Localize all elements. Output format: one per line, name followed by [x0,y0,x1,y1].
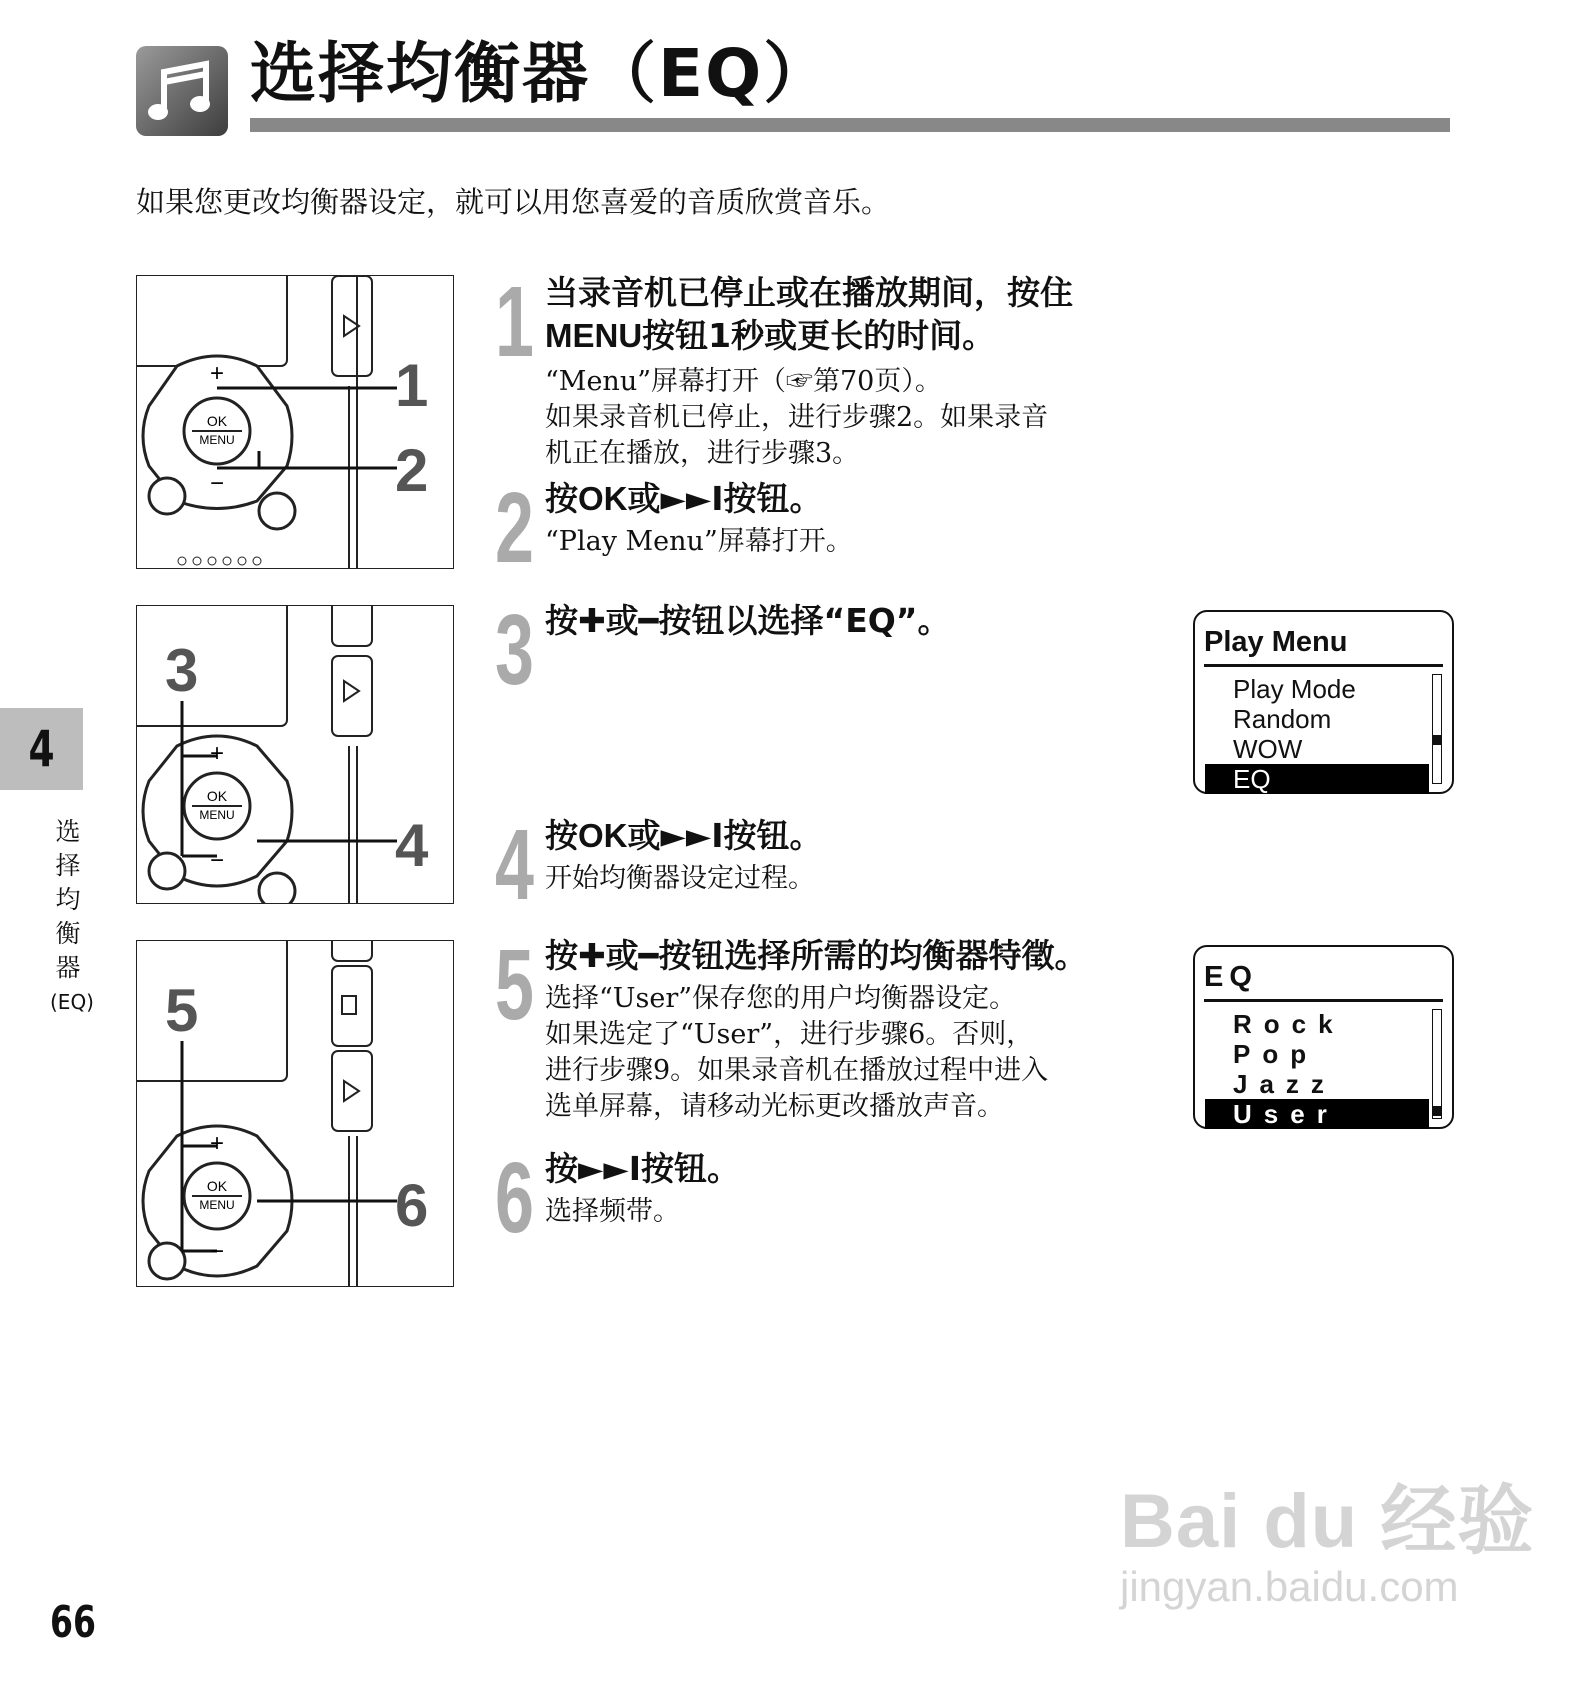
lcd-scroll-thumb [1433,735,1441,745]
figure-1-callout-2: 2 [395,437,429,504]
step-body [545,981,1048,1125]
step-title-text: 按钮。 [723,816,823,855]
step-body [545,364,1048,472]
step-title-text: 按 [545,816,578,855]
step-title-text: 按钮。 [641,1149,741,1188]
lcd-item: Pop [1233,1039,1319,1069]
step-body [545,524,853,560]
step-number: 6 [495,1142,534,1254]
step-title [545,1148,740,1191]
intro-text: 如果您更改均衡器设定，就可以用您喜爱的音质欣赏音乐。 [136,185,891,219]
step-body-line: 如果录音机已停止，进行步骤2。如果录音 [545,402,1049,433]
figure-3-plus-label: + [209,1130,225,1157]
ok-key-label: OK [578,817,628,854]
figure-1-plus-label: + [209,360,225,387]
lcd-item: Play Mode [1233,674,1356,704]
lcd-title: Play Menu [1204,626,1348,658]
lcd-item: WOW [1233,734,1303,764]
step-body-line: “Menu”屏幕打开（☞第70页）。 [545,366,942,397]
device-figure-1 [136,275,454,569]
figure-2-menu-label: MENU [199,808,235,822]
lcd-item-selected: User [1205,1099,1429,1129]
title-rule [250,118,1450,132]
step-number: 2 [495,472,534,584]
chapter-label-char: 器 [55,953,81,982]
figure-2-plus-label: + [209,740,225,767]
step-body-line: 如果选定了“User”，进行步骤6。否则， [545,1019,1034,1050]
lcd-item: Rock [1233,1009,1345,1039]
step-body-line: 选择频带。 [545,1196,680,1227]
device-figure-3 [136,940,454,1287]
step-body [545,861,815,897]
step-title-text: 按 [545,1149,578,1188]
figure-3-callout-6: 6 [395,1172,429,1239]
step-body-line: 选择“User”保存您的用户均衡器设定。 [545,983,1017,1014]
next-key-label: ►►I [660,816,724,855]
step-number: 4 [495,809,534,921]
next-key-label: ►►I [660,479,724,518]
lcd-scrollbar [1432,674,1442,784]
chapter-tab [0,708,83,790]
figure-2-ok-label: OK [206,788,228,804]
lcd-item-selected: EQ [1205,764,1429,794]
figure-1-menu-label: MENU [199,433,235,447]
step-title: 按✚或━按钮选择所需的均衡器特徵。 [545,936,1088,975]
lcd-scrollbar [1432,1009,1442,1119]
device-figure-2 [136,605,454,904]
step-number: 1 [495,266,534,378]
page-number: 66 [50,1597,96,1648]
menu-key-label: MENU [545,316,643,354]
lcd-rule [1204,664,1443,667]
chapter-label-char: 择 [55,851,81,880]
figure-2-minus-label: − [209,847,225,874]
chapter-label-char: 衡 [55,919,81,948]
figure-1-callout-1: 1 [395,352,429,419]
step-title [545,478,823,521]
lcd-scroll-thumb [1433,1106,1441,1116]
step-title-text: 按 [545,479,578,518]
ok-key-label: OK [578,480,628,517]
step-title: 按✚或━按钮以选择“EQ”。 [545,601,951,640]
step-title-text: 按钮。 [723,479,823,518]
step-title-text: 或 [627,816,661,855]
figure-3-minus-label: − [209,1238,225,1265]
step-body [545,1194,680,1230]
watermark-url: jingyan.baidu.com [1120,1563,1459,1610]
lcd-eq [1193,945,1454,1129]
next-key-label: ►►I [578,1149,642,1188]
step-title [545,815,823,858]
watermark-brand: Bai du 经验 [1120,1479,1535,1564]
figure-3-menu-label: MENU [199,1198,235,1212]
chapter-number: 4 [28,720,55,778]
chapter-label-char: 选 [55,817,81,846]
step-number: 3 [495,594,534,706]
figure-3-ok-label: OK [206,1178,228,1194]
step-body-line: 进行步骤9。如果录音机在播放过程中进入 [545,1055,1049,1086]
figure-2-callout-4: 4 [395,812,429,879]
step-body-line: “Play Menu”屏幕打开。 [545,526,853,557]
step-title-text: 或 [627,479,661,518]
chapter-label-char: 均 [55,885,81,914]
music-note-icon [136,46,228,136]
step-title [545,272,1073,358]
step-title-text: 按钮1秒或更长的时间。 [642,315,996,355]
figure-2-callout-3: 3 [165,637,199,704]
watermark [1120,1460,1534,1611]
step-title-line [545,315,1073,358]
step-number: 5 [495,929,534,1041]
step-body-line: 选单屏幕，请移动光标更改播放声音。 [545,1091,1004,1122]
page-title: 选择均衡器（EQ） [250,35,832,112]
chapter-label [50,815,94,1019]
lcd-item: Jazz [1233,1069,1336,1099]
figure-3-callout-5: 5 [165,977,199,1044]
chapter-label-char: (EQ) [50,990,94,1014]
lcd-rule [1204,999,1443,1002]
figure-1-minus-label: − [209,470,225,497]
lcd-title: EQ [1204,961,1258,993]
step-body-line: 开始均衡器设定过程。 [545,863,815,894]
figure-1-ok-label: OK [206,413,228,429]
lcd-play-menu [1193,610,1454,794]
step-body-line: 机正在播放，进行步骤3。 [545,438,860,469]
lcd-item: Random [1233,704,1332,734]
step-title-line: 当录音机已停止或在播放期间，按住 [545,273,1073,312]
